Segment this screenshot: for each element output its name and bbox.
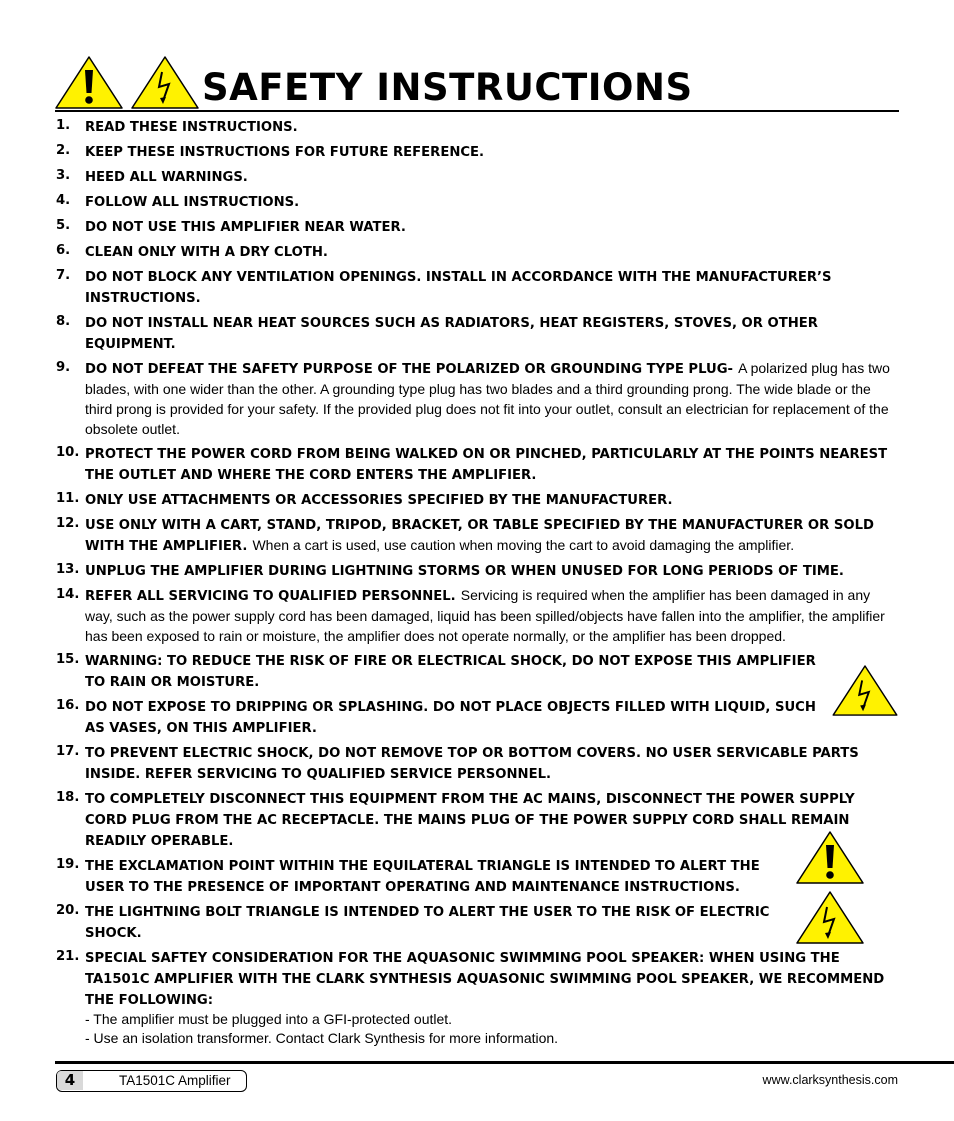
item-heading: DO NOT EXPOSE TO DRIPPING OR SPLASHING. DO NOT PLACE OBJECTS FILLED WITH LIQUID, SUCH AS VASES, ON THIS AMPLIFIER. xyxy=(85,700,816,736)
item-number: 9. xyxy=(56,360,71,375)
item-body: A polarized plug has two blades, with one wider than the other. A grounding type plug has two blades and a third grounding prong. The wide blade or the third prong is provided for your safety. If the provided plug does not fit into your outlet, consult an electrician for replacement of the obsolete outlet. xyxy=(85,360,890,437)
list-item xyxy=(56,650,817,692)
list-item xyxy=(56,166,898,187)
item-number: 15. xyxy=(56,652,80,667)
product-name: TA1501C Amplifier xyxy=(119,1073,231,1088)
list-item xyxy=(56,585,898,646)
list-item xyxy=(56,358,898,439)
item-number: 10. xyxy=(56,445,80,460)
footer-product-tab xyxy=(56,1070,247,1092)
list-item xyxy=(56,312,898,354)
list-item xyxy=(56,742,898,784)
list-item xyxy=(56,560,898,581)
list-item xyxy=(56,216,898,237)
lightning-triangle-icon xyxy=(796,890,864,946)
item-body: When a cart is used, use caution when moving the cart to avoid damaging the amplifier. xyxy=(252,537,795,553)
item-body: Servicing is required when the amplifier has been damaged in any way, such as the power supply cord has been damaged, liquid has been spilled/objects have fallen into the amplifier, the amplifier has been exposed to rain or moisture, the amplifier does not operate normally, or the amplifier has been dropped. xyxy=(85,587,885,644)
item-number: 12. xyxy=(56,516,80,531)
item-heading: THE EXCLAMATION POINT WITHIN THE EQUILATERAL TRIANGLE IS INTENDED TO ALERT THE USER TO THE PRESENCE OF IMPORTANT OPERATING AND MAINTENANCE INSTRUCTIONS. xyxy=(85,859,760,895)
item-number: 20. xyxy=(56,903,80,918)
item-number: 21. xyxy=(56,949,80,964)
item-number: 7. xyxy=(56,268,71,283)
instruction-list xyxy=(56,116,898,1052)
item-heading: DO NOT DEFEAT THE SAFETY PURPOSE OF THE POLARIZED OR GROUNDING TYPE PLUG- xyxy=(85,362,734,377)
item-sub-note: - Use an isolation transformer. Contact Clark Synthesis for more information. xyxy=(85,1030,559,1046)
list-item xyxy=(56,514,898,556)
item-heading: UNPLUG THE AMPLIFIER DURING LIGHTNING STORMS OR WHEN UNUSED FOR LONG PERIODS OF TIME. xyxy=(85,564,844,579)
item-heading: READ THESE INSTRUCTIONS. xyxy=(85,120,298,135)
website-link[interactable]: www.clarksynthesis.com xyxy=(762,1073,898,1087)
list-item xyxy=(56,191,898,212)
item-heading: TO PREVENT ELECTRIC SHOCK, DO NOT REMOVE TOP OR BOTTOM COVERS. NO USER SERVICABLE PARTS INSIDE. REFER SERVICING TO QUALIFIED SERVICE PERSONNEL. xyxy=(85,746,859,782)
header-divider xyxy=(55,110,899,112)
item-number: 17. xyxy=(56,744,80,759)
item-number: 16. xyxy=(56,698,80,713)
item-heading: HEED ALL WARNINGS. xyxy=(85,170,248,185)
page-number: 4 xyxy=(57,1071,83,1090)
item-number: 2. xyxy=(56,143,71,158)
item-number: 6. xyxy=(56,243,71,258)
list-item xyxy=(56,696,830,738)
item-number: 13. xyxy=(56,562,80,577)
item-number: 5. xyxy=(56,218,71,233)
item-number: 19. xyxy=(56,857,80,872)
item-heading: DO NOT INSTALL NEAR HEAT SOURCES SUCH AS RADIATORS, HEAT REGISTERS, STOVES, OR OTHER EQUIPMENT. xyxy=(85,316,818,352)
page-title: SAFETY INSTRUCTIONS xyxy=(202,66,693,109)
item-heading: KEEP THESE INSTRUCTIONS FOR FUTURE REFERENCE. xyxy=(85,145,485,160)
item-heading: USE ONLY WITH A CART, STAND, TRIPOD, BRACKET, OR TABLE SPECIFIED BY THE MANUFACTURER OR SOLD WITH THE AMPLIFIER. xyxy=(85,518,874,554)
lightning-triangle-icon xyxy=(131,56,199,110)
item-heading: ONLY USE ATTACHMENTS OR ACCESSORIES SPECIFIED BY THE MANUFACTURER. xyxy=(85,493,673,508)
list-item xyxy=(56,901,795,943)
exclamation-triangle-icon xyxy=(55,56,123,110)
item-heading: WARNING: TO REDUCE THE RISK OF FIRE OR ELECTRICAL SHOCK, DO NOT EXPOSE THIS AMPLIFIER TO RAIN OR MOISTURE. xyxy=(85,654,816,690)
list-item xyxy=(56,947,898,1048)
item-heading: THE LIGHTNING BOLT TRIANGLE IS INTENDED TO ALERT THE USER TO THE RISK OF ELECTRIC SHOCK. xyxy=(85,905,770,941)
item-heading: DO NOT BLOCK ANY VENTILATION OPENINGS. INSTALL IN ACCORDANCE WITH THE MANUFACTURER’S INSTRUCTIONS. xyxy=(85,270,832,306)
list-item xyxy=(56,116,898,137)
list-item xyxy=(56,443,898,485)
item-number: 4. xyxy=(56,193,71,208)
item-number: 8. xyxy=(56,314,71,329)
item-sub-note: - The amplifier must be plugged into a GFI-protected outlet. xyxy=(85,1011,453,1027)
item-number: 11. xyxy=(56,491,80,506)
item-number: 18. xyxy=(56,790,80,805)
list-item xyxy=(56,855,785,897)
exclamation-triangle-icon xyxy=(796,830,864,886)
list-item xyxy=(56,241,898,262)
list-item xyxy=(56,788,898,851)
item-heading: REFER ALL SERVICING TO QUALIFIED PERSONNEL. xyxy=(85,589,456,604)
lightning-triangle-icon xyxy=(832,665,898,717)
list-item xyxy=(56,489,898,510)
item-heading: PROTECT THE POWER CORD FROM BEING WALKED ON OR PINCHED, PARTICULARLY AT THE POINTS NEAREST THE OUTLET AND WHERE THE CORD ENTERS THE AMPLIFIER. xyxy=(85,447,888,483)
item-number: 1. xyxy=(56,118,71,133)
item-heading: DO NOT USE THIS AMPLIFIER NEAR WATER. xyxy=(85,220,406,235)
item-heading: CLEAN ONLY WITH A DRY CLOTH. xyxy=(85,245,328,260)
item-heading: TO COMPLETELY DISCONNECT THIS EQUIPMENT FROM THE AC MAINS, DISCONNECT THE POWER SUPPLY CORD PLUG FROM THE AC RECEPTACLE. THE MAINS PLUG OF THE POWER SUPPLY CORD SHALL REMAIN READILY OPERABLE. xyxy=(85,792,855,849)
item-number: 14. xyxy=(56,587,80,602)
item-heading: SPECIAL SAFTEY CONSIDERATION FOR THE AQUASONIC SWIMMING POOL SPEAKER: WHEN USING THE TA1501C AMPLIFIER WITH THE CLARK SYNTHESIS AQUASONIC SWIMMING POOL SPEAKER, WE RECOMMEND THE FOLLOWING: xyxy=(85,951,885,1008)
item-number: 3. xyxy=(56,168,71,183)
item-heading: FOLLOW ALL INSTRUCTIONS. xyxy=(85,195,300,210)
page-header xyxy=(55,56,899,112)
list-item xyxy=(56,141,898,162)
list-item xyxy=(56,266,898,308)
footer-divider xyxy=(55,1061,954,1064)
